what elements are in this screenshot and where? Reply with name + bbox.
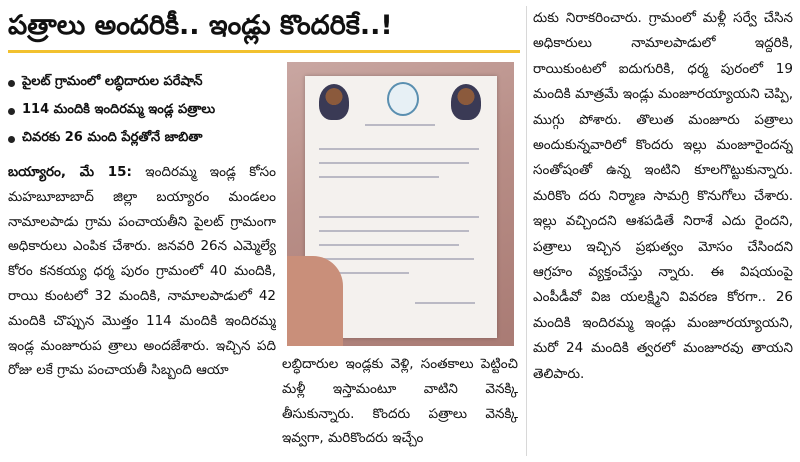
- column-divider: [526, 6, 527, 456]
- signature-line: [415, 302, 475, 304]
- article-column-right: [533, 6, 793, 458]
- headline-accent-rule: [8, 50, 520, 53]
- certificate-line: [319, 176, 439, 178]
- article-text-left: ఇందిరమ్మ ఇండ్ల కోసం మహబూబాబాద్ జిల్లా బయ్యారం మండలం నామాలపాడు గ్రామ పంచాయతీని పైలట్ గ్రామంగా అధికారులు ఎంపిక చేశారు. జనవరి 26న ఎమ్మెల్యే కోరం కనకయ్య ధర్మ పురం గ్రామంలో 40 మందికి, రాయి కుంటలో 32 మందికి, నామాలపాడులో 42 మందికి చొప్పున మొత్తం 114 మందికి ఇందిరమ్మ ఇండ్ల మంజూరుప త్రాలు అందజేశారు. ఇచ్చిన పది రోజు లకే గ్రామ పంచాయతీ సిబ్బంది ఆయా: [8, 164, 276, 379]
- certificate-line: [319, 148, 479, 150]
- certificate-line: [319, 244, 459, 246]
- hand-holding-paper: [287, 256, 343, 346]
- certificate-line: [319, 216, 479, 218]
- portrait-left-icon: [319, 84, 349, 120]
- certificate-line: [319, 162, 469, 164]
- article-column-middle: [282, 352, 518, 456]
- headline: పత్రాలు అందరికీ.. ఇండ్లు కొందరికే..!: [8, 10, 393, 41]
- bullet-icon: [8, 108, 15, 115]
- certificate-line: [365, 124, 435, 126]
- bullet-icon: [8, 136, 15, 143]
- portrait-right-icon: [451, 84, 481, 120]
- bullet-icon: [8, 80, 15, 87]
- certificate-line: [319, 230, 469, 232]
- subhead-list: [8, 70, 288, 154]
- dateline: బయ్యారం, మే 15:: [8, 164, 132, 180]
- article-text-right: దుకు నిరాకరించారు. గ్రామంలో మళ్లీ సర్వే చేసిన అధికారులు నామాలపాడులో ఇద్దరికి, రాయికుంటలో ఐదుగురికి, ధర్మ పురంలో 19 మందికి మాత్రమే ఇండ్లు మంజూరయ్యాయని చెప్పి, ముగ్గు పోశారు. తొలుత మంజూరు పత్రాలు అందుకున్నవారిలో కొందరు ఇల్లు మంజూరైందన్న సంతోషంతో ఉన్న ఇంటిని కూలగొట్టుకున్నారు. మరికొం దరు నిర్మాణ సామగ్రి కొనుగోలు చేశారు. ఇల్లు వచ్చిందని ఆశపడితే నిరాశే ఎదు రైందని, పత్రాలు ఇచ్చిన ప్రభుత్వం మోసం చేసిందని ఆగ్రహం వ్యక్తంచేస్తు న్నారు. ఈ విషయంపై ఎంపీడీవో విజ యలక్ష్మిని వివరణ కోరగా.. 26 మందికి ఇందిరమ్మ ఇండ్లు మంజూరయ్యాయని, మరో 24 మందికి త్వరలో మంజూరవు తాయని తెలిపారు.: [533, 10, 793, 382]
- article-photo: [287, 62, 514, 346]
- article-column-left: [8, 160, 276, 456]
- subhead-item: [8, 98, 288, 124]
- subhead-text: చివరకు 26 మంది పేర్లతోనే జాబితా: [22, 130, 203, 145]
- article-paragraph: [8, 160, 276, 383]
- subhead-text: పైలట్ గ్రామంలో లబ్ధిదారుల పరేషాన్: [22, 74, 203, 89]
- article-text-middle: లబ్ధిదారుల ఇండ్లకు వెళ్లి, సంతకాలు పెట్టించి మళ్లీ ఇస్తామంటూ వాటిని వెనక్కి తీసుకున్నారు. కొందరు పత్రాలు వెనక్కి ఇవ్వగా, మరికొందరు ఇచ్చేం: [282, 356, 518, 447]
- subhead-item: [8, 70, 288, 96]
- subhead-text: 114 మందికి ఇందిరమ్మ ఇండ్ల పత్రాలు: [22, 102, 216, 117]
- certificate-line: [319, 258, 474, 260]
- state-emblem-icon: [387, 82, 419, 116]
- subhead-item: [8, 126, 288, 152]
